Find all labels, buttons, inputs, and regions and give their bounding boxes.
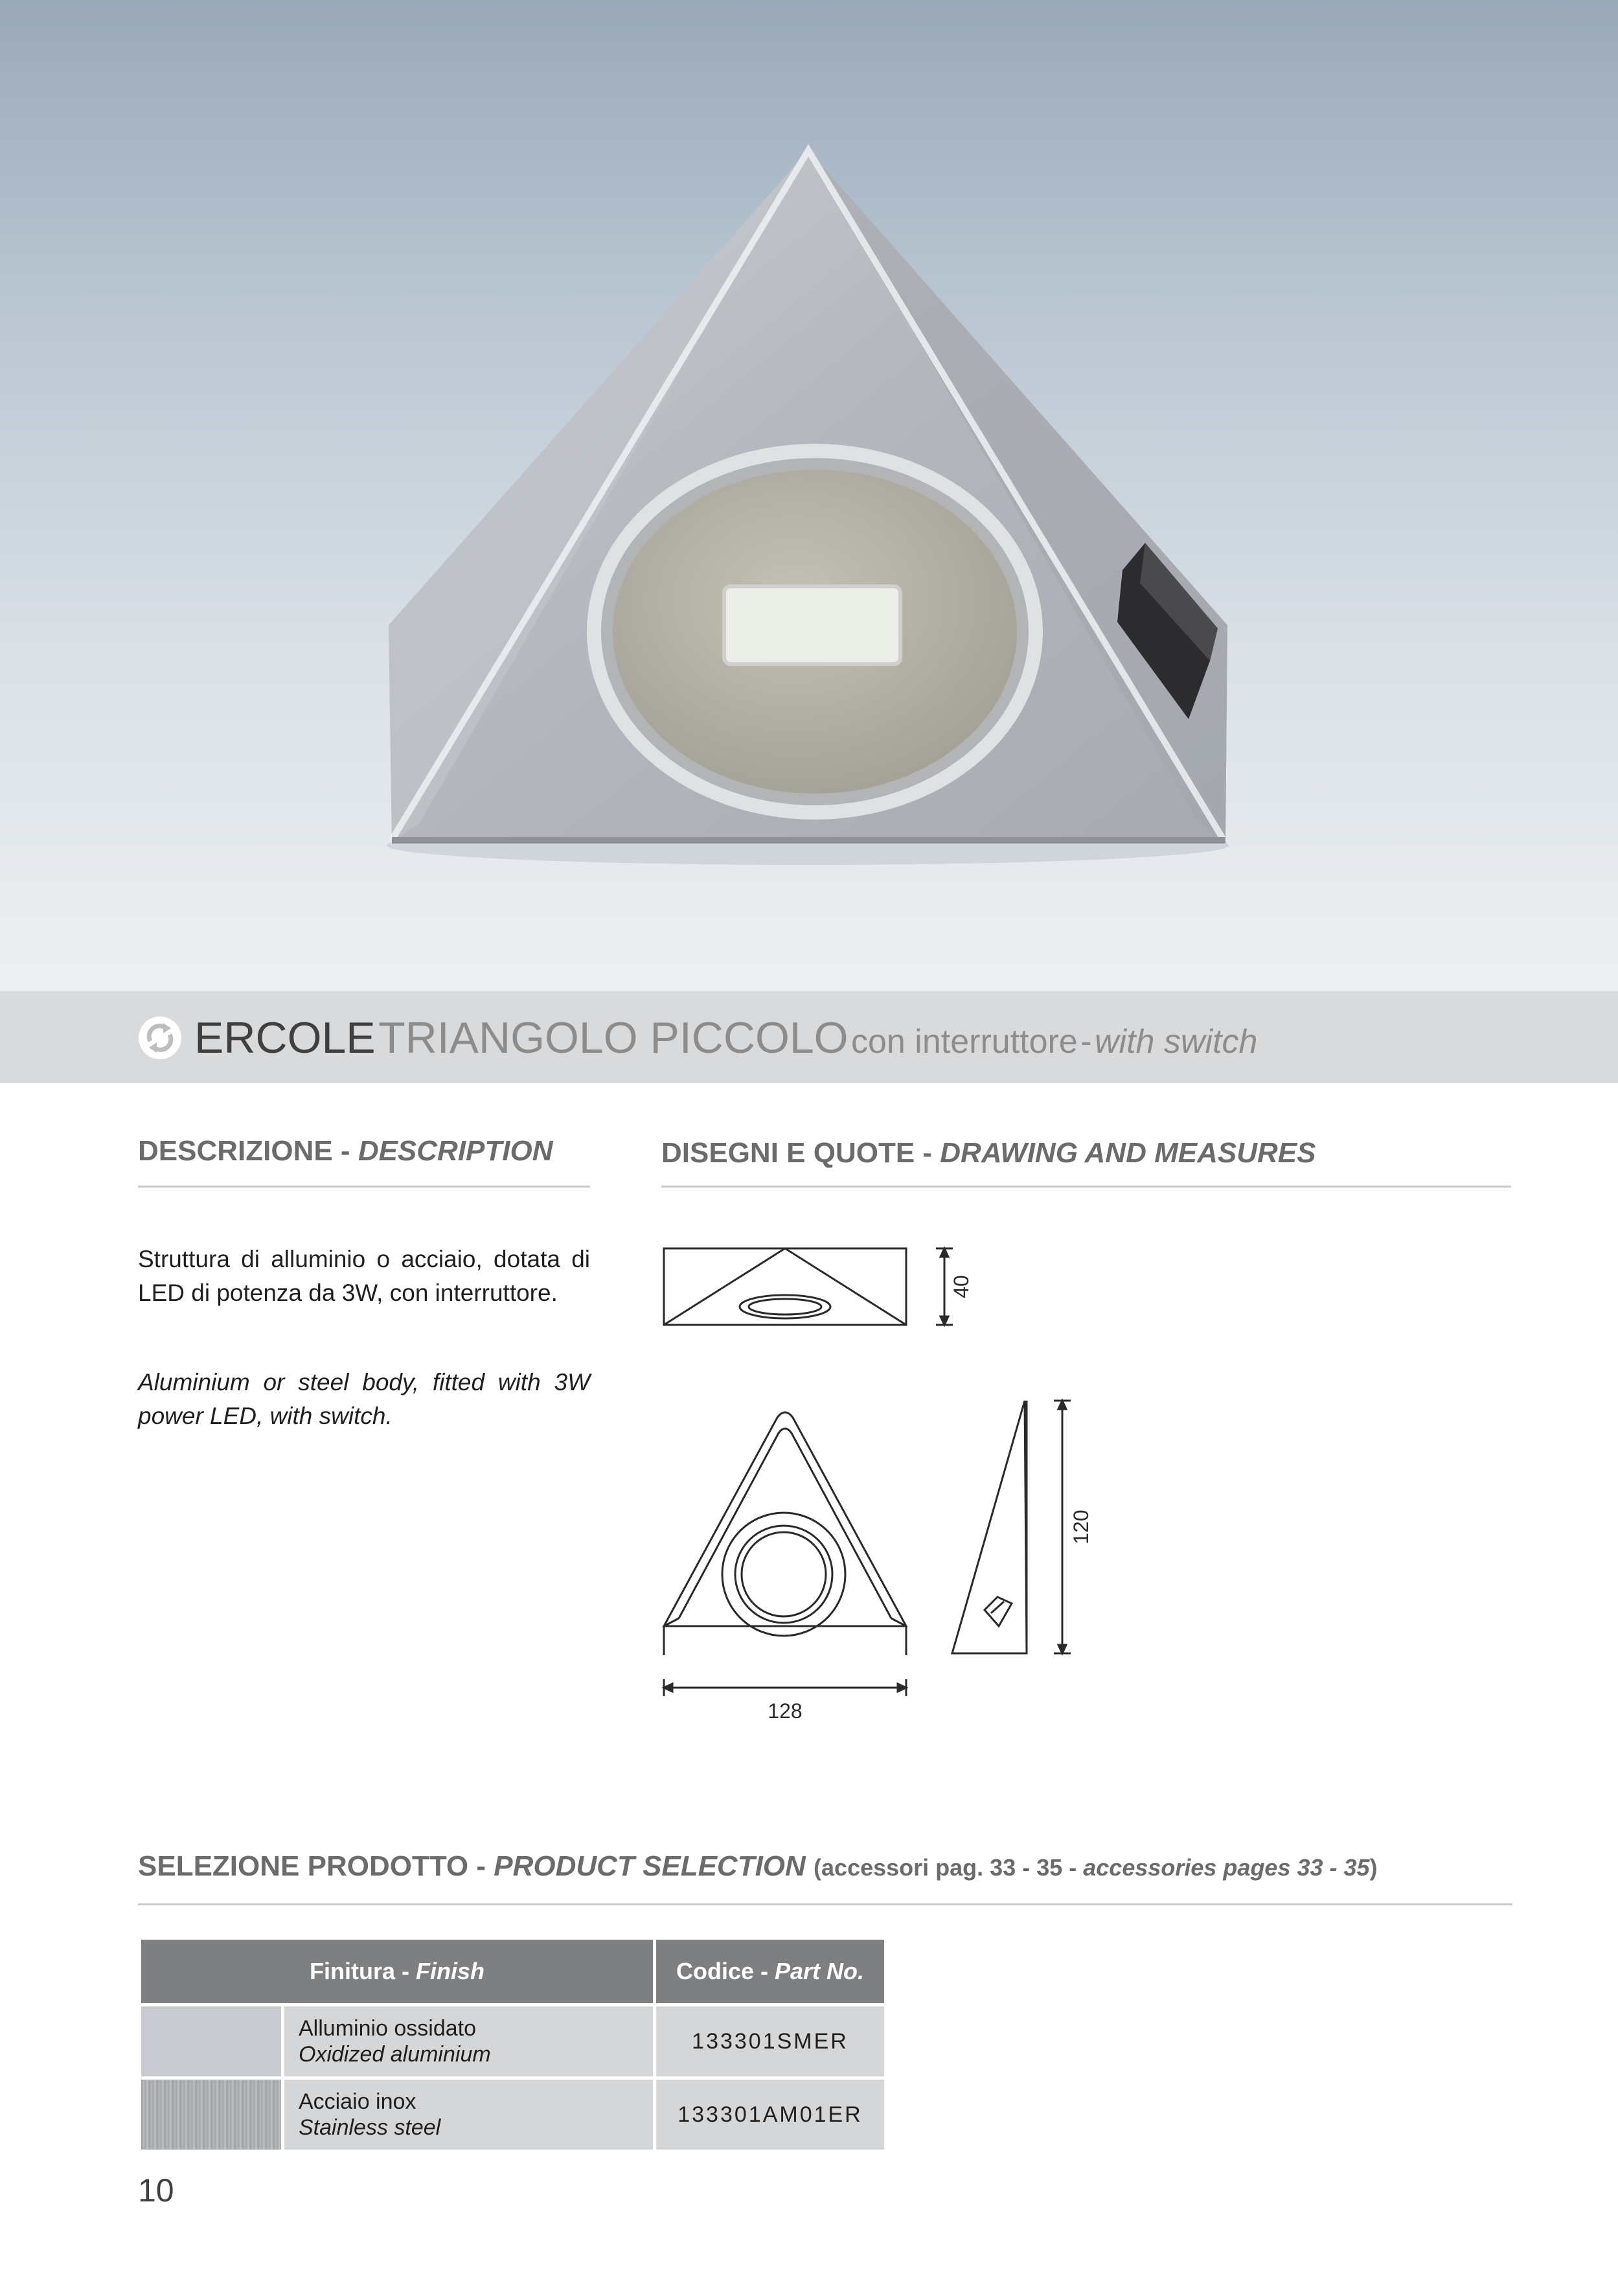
part-number-cell: 133301AM01ER — [655, 2078, 886, 2152]
finish-swatch-steel — [140, 2078, 283, 2152]
product-subtitle-en: with switch — [1094, 1023, 1258, 1061]
selection-divider — [138, 1903, 1512, 1905]
dim-side-label: 120 — [1069, 1510, 1093, 1544]
dim-width-label: 128 — [768, 1699, 803, 1723]
finish-name-en: Oxidized aluminium — [299, 2042, 491, 2067]
dim-height-label: 40 — [950, 1275, 973, 1298]
product-subtitle-sep: - — [1080, 1023, 1092, 1061]
drawings-divider — [661, 1186, 1511, 1188]
table-header-row — [140, 1938, 886, 2005]
description-divider — [138, 1186, 590, 1188]
accessories-note: (accessori pag. 33 - 35 - accessories pages 33 - 35) — [814, 1854, 1378, 1881]
description-text-it: Struttura di alluminio o acciaio, dotata di LED di potenza da 3W, con interruttore. — [138, 1246, 590, 1306]
finish-column-header: Finitura - Finish — [140, 1938, 655, 2005]
selection-heading: SELEZIONE PRODOTTO - PRODUCT SELECTION (accessori pag. 33 - 35 - accessories pages 33 - 35) — [138, 1850, 1378, 1882]
product-selection-table — [138, 1936, 887, 2153]
product-subtitle-it: con interruttore — [851, 1023, 1078, 1061]
description-text-en: Aluminium or steel body, fitted with 3W power LED, with switch. — [138, 1369, 590, 1429]
table-row — [140, 2078, 886, 2152]
description-heading: DESCRIZIONE - DESCRIPTION — [138, 1135, 553, 1167]
technical-drawing — [654, 1231, 1146, 1736]
finish-name-en: Stainless steel — [299, 2115, 441, 2140]
product-model: TRIANGOLO PICCOLO — [378, 1013, 849, 1062]
drawings-heading: DISEGNI E QUOTE - DRAWING AND MEASURES — [661, 1137, 1316, 1169]
finish-swatch-aluminium — [140, 2005, 283, 2078]
width-dimension-line — [664, 1679, 906, 1696]
finish-name-it: Alluminio ossidato — [299, 2016, 477, 2041]
top-view-drawing — [664, 1412, 906, 1655]
finish-cell — [283, 2005, 655, 2078]
triangle-lamp-illustration — [0, 0, 1618, 991]
brand-logo-icon — [137, 1015, 183, 1061]
product-photo — [0, 0, 1618, 991]
part-number-cell: 133301SMER — [655, 2005, 886, 2078]
product-brand: ERCOLE — [194, 1013, 376, 1062]
page-number: 10 — [138, 2172, 174, 2209]
side-dimension-line — [1054, 1401, 1071, 1653]
page-title — [194, 1011, 1257, 1077]
finish-name-it: Acciaio inox — [299, 2089, 416, 2114]
table-row — [140, 2005, 886, 2078]
finish-cell — [283, 2078, 655, 2152]
code-column-header: Codice - Part No. — [655, 1938, 886, 2005]
front-view-drawing — [664, 1248, 906, 1325]
side-view-drawing — [952, 1401, 1027, 1653]
